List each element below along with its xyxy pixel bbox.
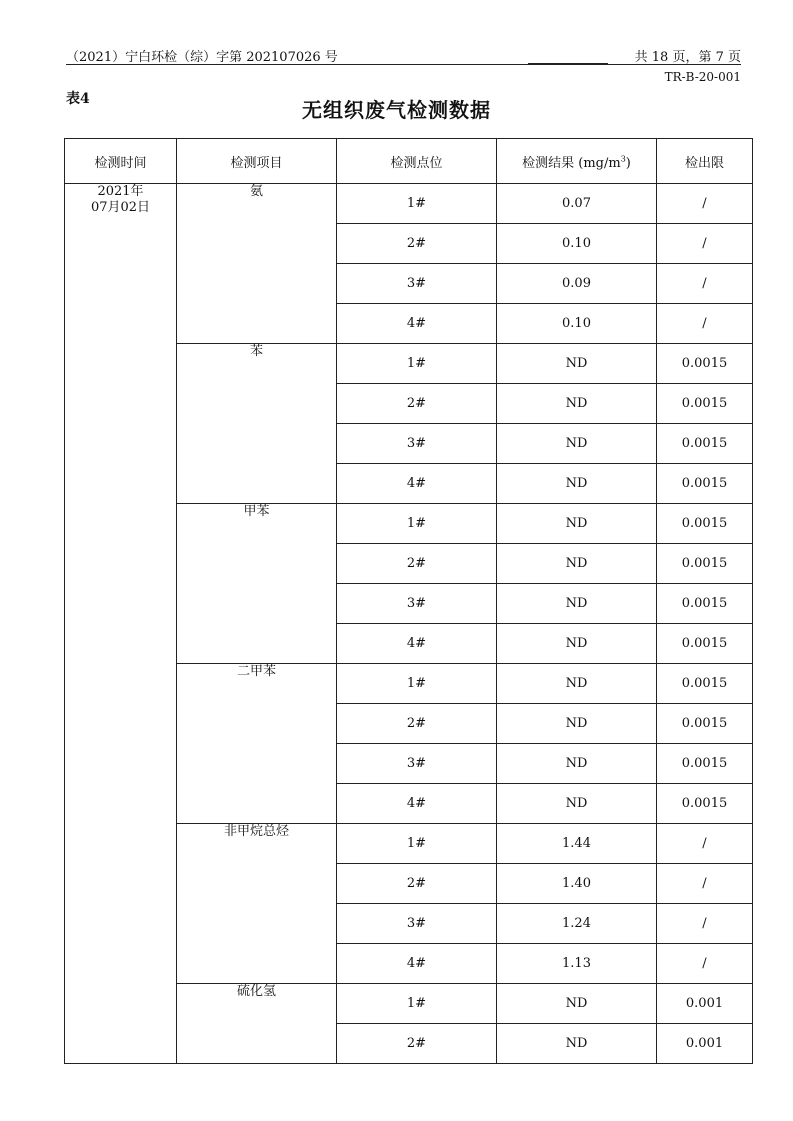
header-divider <box>66 64 741 65</box>
cell-result: ND <box>497 504 657 544</box>
cell-point: 2# <box>337 384 497 424</box>
cell-point: 3# <box>337 264 497 304</box>
cell-point: 3# <box>337 424 497 464</box>
table-header-row <box>65 139 753 184</box>
cell-point: 1# <box>337 664 497 704</box>
cell-point: 4# <box>337 944 497 984</box>
cell-point: 2# <box>337 224 497 264</box>
cell-result: ND <box>497 784 657 824</box>
cell-limit: 0.0015 <box>657 344 753 384</box>
cell-limit: 0.0015 <box>657 784 753 824</box>
cell-point: 3# <box>337 584 497 624</box>
cell-result: ND <box>497 464 657 504</box>
header-limit: 检出限 <box>657 139 753 184</box>
table-row <box>65 184 753 224</box>
cell-limit: / <box>657 304 753 344</box>
cell-limit: / <box>657 224 753 264</box>
cell-limit: 0.001 <box>657 1024 753 1064</box>
cell-limit: 0.001 <box>657 984 753 1024</box>
cell-result: ND <box>497 384 657 424</box>
cell-point: 2# <box>337 704 497 744</box>
cell-result: ND <box>497 544 657 584</box>
cell-result: ND <box>497 344 657 384</box>
cell-item: 二甲苯 <box>177 664 337 824</box>
cell-limit: 0.0015 <box>657 624 753 664</box>
page-info: 共 18 页，第 7 页 <box>634 50 741 65</box>
cell-limit: / <box>657 864 753 904</box>
cell-point: 1# <box>337 184 497 224</box>
cell-result: ND <box>497 704 657 744</box>
cell-result: 0.09 <box>497 264 657 304</box>
cell-limit: / <box>657 944 753 984</box>
cell-item: 苯 <box>177 344 337 504</box>
cell-limit: / <box>657 184 753 224</box>
cell-limit: / <box>657 904 753 944</box>
cell-item: 氨 <box>177 184 337 344</box>
document-code: TR-B-20-001 <box>664 70 741 84</box>
header-divider-accent <box>528 63 608 65</box>
cell-point: 1# <box>337 344 497 384</box>
header-point: 检测点位 <box>337 139 497 184</box>
cell-point: 1# <box>337 824 497 864</box>
cell-result: ND <box>497 424 657 464</box>
report-number: （2021）宁白环检（综）字第 202107026 号 <box>66 50 338 65</box>
cell-item: 非甲烷总烃 <box>177 824 337 984</box>
cell-result: 1.13 <box>497 944 657 984</box>
cell-limit: 0.0015 <box>657 664 753 704</box>
cell-limit: 0.0015 <box>657 424 753 464</box>
cell-result: ND <box>497 584 657 624</box>
header-time: 检测时间 <box>65 139 177 184</box>
cell-result: ND <box>497 1024 657 1064</box>
cell-result: ND <box>497 624 657 664</box>
cell-point: 4# <box>337 304 497 344</box>
cell-point: 4# <box>337 464 497 504</box>
header-item: 检测项目 <box>177 139 337 184</box>
cell-result: ND <box>497 744 657 784</box>
cell-limit: 0.0015 <box>657 504 753 544</box>
cell-result: 1.24 <box>497 904 657 944</box>
page-title: 无组织废气检测数据 <box>302 98 491 122</box>
cell-limit: 0.0015 <box>657 464 753 504</box>
cell-point: 4# <box>337 624 497 664</box>
header-result: 检测结果 $(mg/m^3)$ <box>497 139 657 184</box>
cell-limit: / <box>657 824 753 864</box>
cell-result: 1.40 <box>497 864 657 904</box>
cell-point: 3# <box>337 744 497 784</box>
cell-point: 1# <box>337 984 497 1024</box>
date-line-year: 2021年 <box>97 184 144 199</box>
cell-point: 2# <box>337 1024 497 1064</box>
cell-result: 0.10 <box>497 304 657 344</box>
cell-limit: 0.0015 <box>657 584 753 624</box>
cell-point: 2# <box>337 864 497 904</box>
data-table <box>64 138 753 1064</box>
cell-limit: 0.0015 <box>657 704 753 744</box>
cell-limit: 0.0015 <box>657 544 753 584</box>
cell-limit: 0.0015 <box>657 744 753 784</box>
cell-point: 2# <box>337 544 497 584</box>
cell-date <box>65 184 177 1064</box>
cell-limit: / <box>657 264 753 304</box>
cell-result: ND <box>497 984 657 1024</box>
cell-item: 硫化氢 <box>177 984 337 1064</box>
cell-result: ND <box>497 664 657 704</box>
cell-point: 1# <box>337 504 497 544</box>
cell-item: 甲苯 <box>177 504 337 664</box>
cell-result: 0.07 <box>497 184 657 224</box>
table-label: 表4 <box>66 91 90 107</box>
date-line-day: 07月02日 <box>90 200 151 215</box>
cell-result: 0.10 <box>497 224 657 264</box>
cell-limit: 0.0015 <box>657 384 753 424</box>
cell-result: 1.44 <box>497 824 657 864</box>
cell-point: 4# <box>337 784 497 824</box>
cell-point: 3# <box>337 904 497 944</box>
